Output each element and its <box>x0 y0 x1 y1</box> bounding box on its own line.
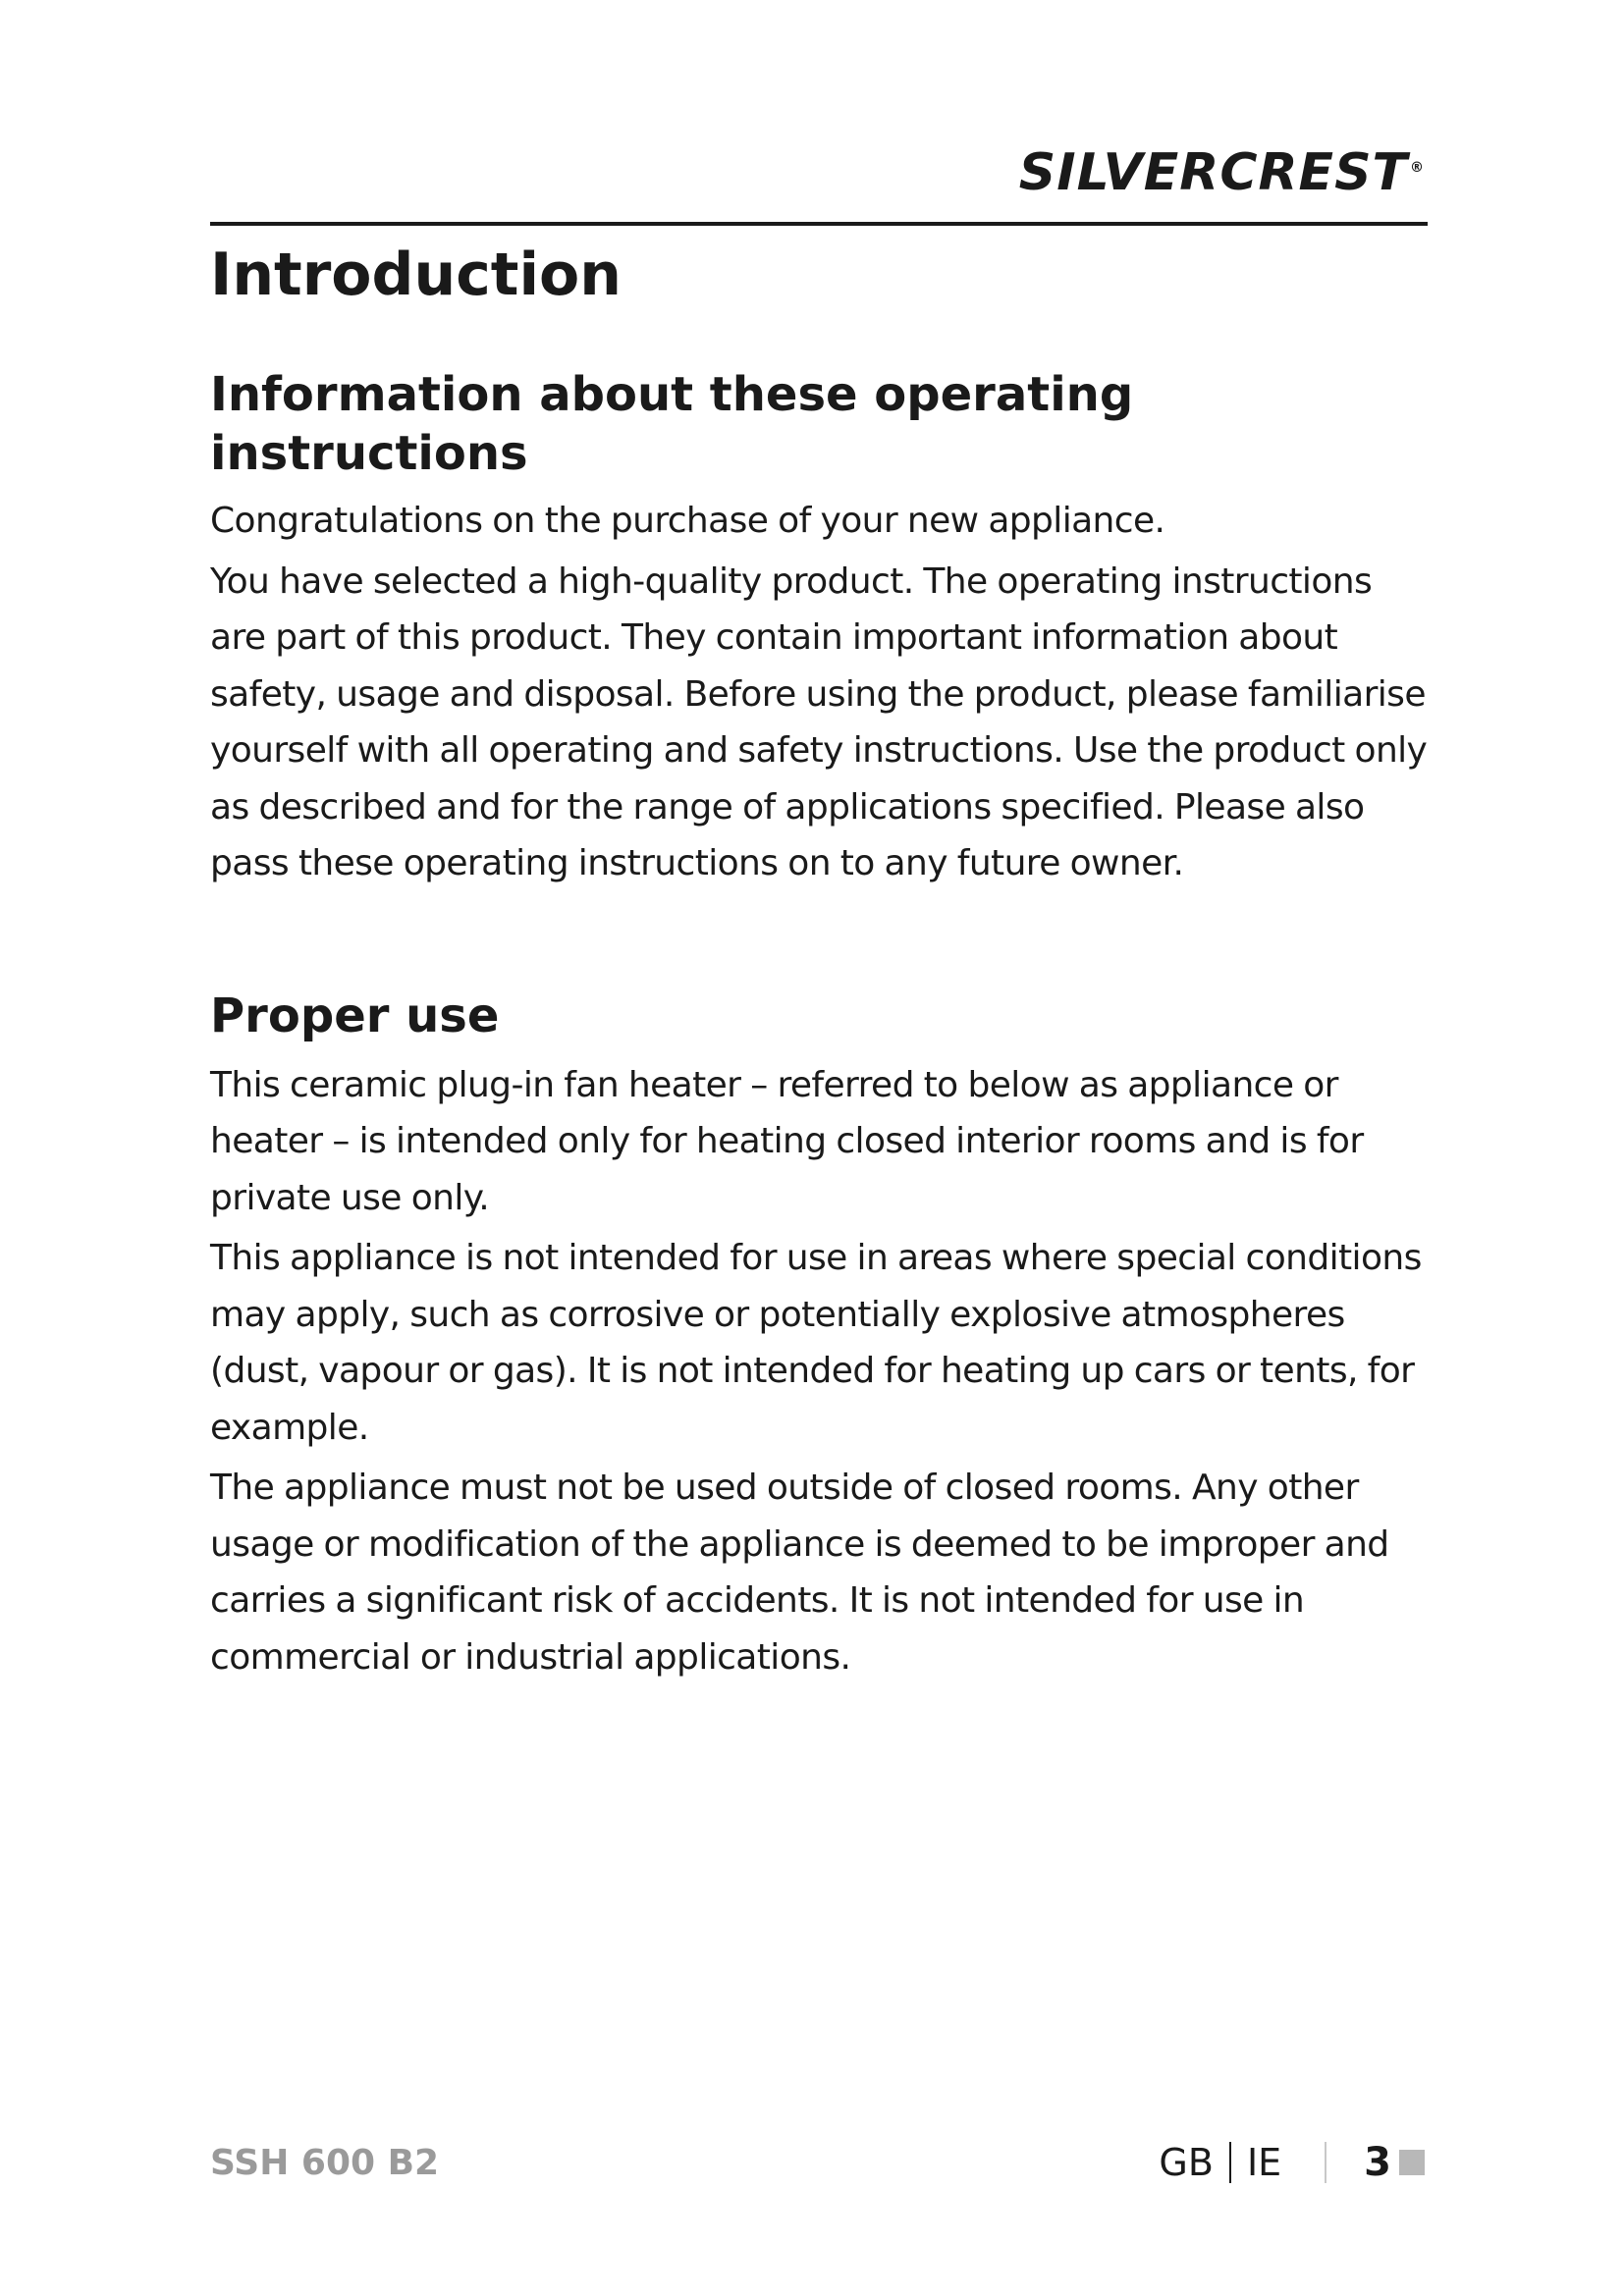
paragraph: This ceramic plug-in fan heater – referred to below as appliance or heater – is intended only for heating closed interior rooms and is for private use only. <box>210 1064 1364 1218</box>
page-separator <box>1325 2142 1326 2183</box>
section-heading: Proper use <box>210 988 500 1043</box>
paragraph: This appliance is not intended for use in areas where special conditions may apply, such as corrosive or potentially explosive atmospheres (dust, vapour or gas). It is not intended for heating up cars or tents, for example. <box>210 1238 1422 1448</box>
section-proper-use <box>210 987 1428 1686</box>
section-operating-instructions <box>210 365 1428 892</box>
paragraph: Congratulations on the purchase of your new appliance. <box>210 501 1165 541</box>
page-number: 3 <box>1364 2140 1391 2185</box>
page-marker-square-icon <box>1399 2150 1425 2175</box>
country-code-ie: IE <box>1246 2141 1282 2184</box>
paragraph: You have selected a high-quality product. The operating instructions are part of this product. They contain important information about safety, usage and disposal. Before using the product, please familiarise yourself with all operating and safety instructions. Use the product only as described and for the range of applications specified. Please also pass these operating instructions on to any future owner. <box>210 561 1428 883</box>
registered-mark: ® <box>1410 159 1425 176</box>
paragraph: The appliance must not be used outside of closed rooms. Any other usage or modification of the appliance is deemed to be improper and carries a significant risk of accidents. It is not intended for use in commercial or industrial applications. <box>210 1468 1389 1678</box>
brand-name: SILVERCREST <box>1018 143 1408 202</box>
footer-model-number: SSH 600 B2 <box>210 2143 440 2183</box>
page-title: Introduction <box>210 240 622 309</box>
brand-logo <box>1018 143 1425 202</box>
page-content <box>210 365 1428 1685</box>
country-code-gb: GB <box>1159 2141 1214 2184</box>
footer-page-info <box>1159 2140 1425 2185</box>
section-heading: Information about these operating instructions <box>210 367 1134 481</box>
country-separator <box>1229 2142 1231 2183</box>
header-rule <box>210 222 1428 226</box>
